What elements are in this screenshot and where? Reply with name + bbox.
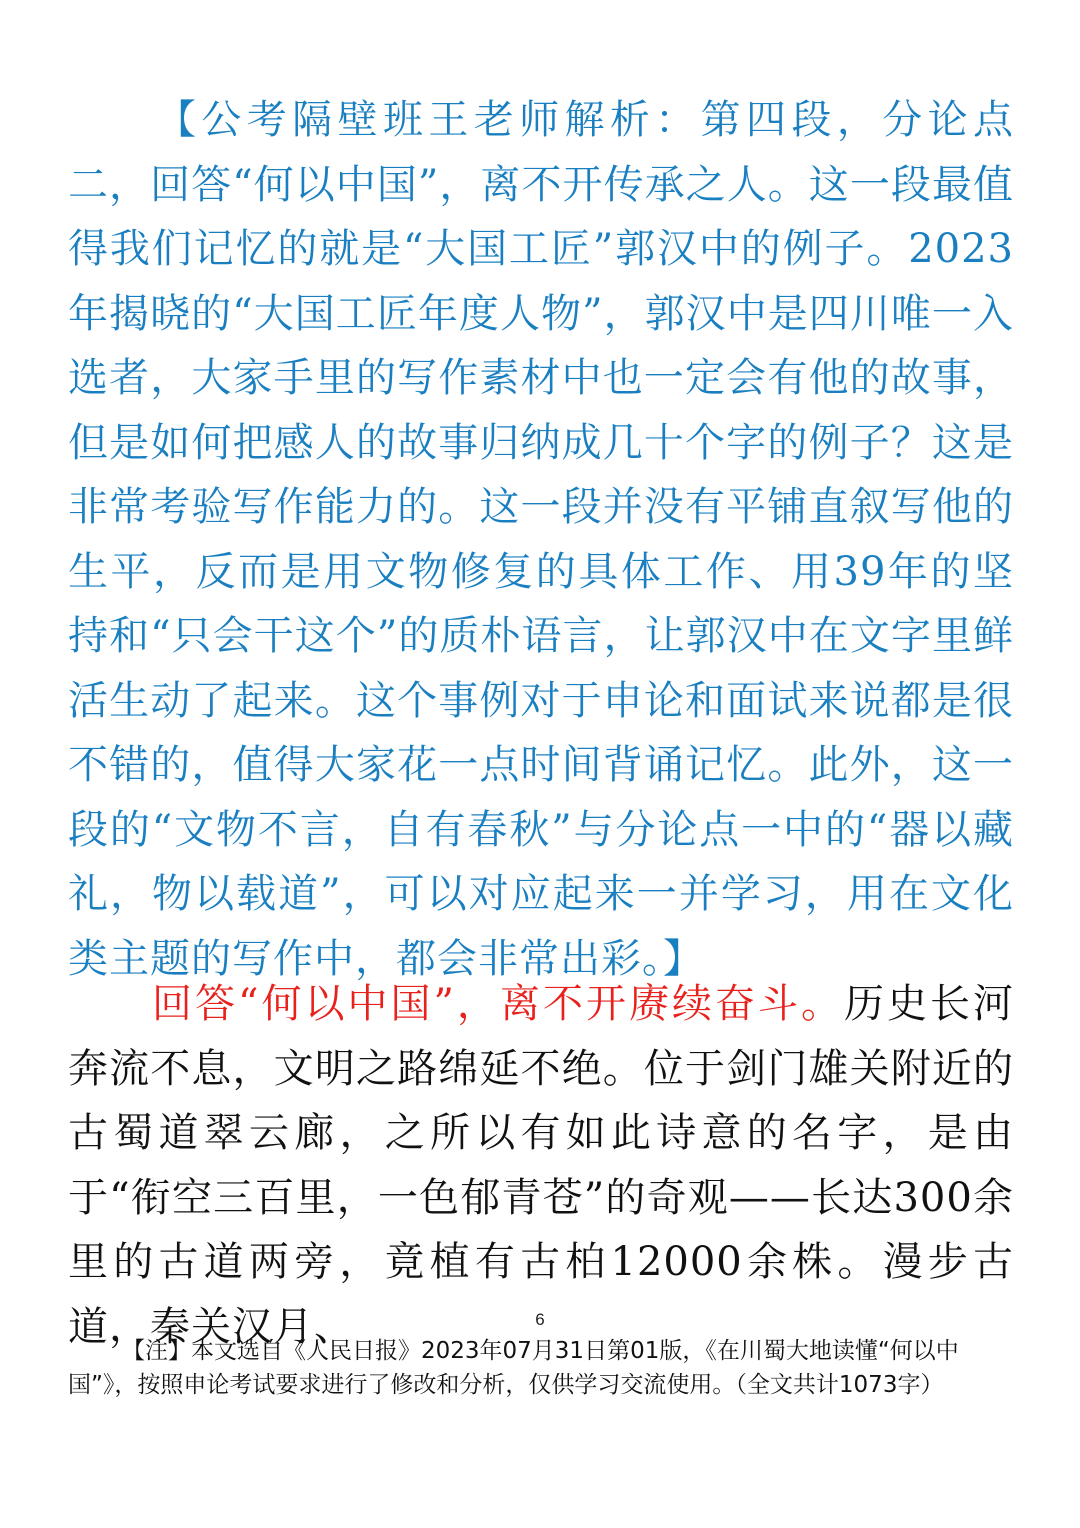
body-paragraph — [68, 972, 1014, 1359]
analysis-paragraph: 【公考隔壁班王老师解析：第四段，分论点二，回答“何以中国”，离不开传承之人。这一段最值得我们记忆的就是“大国工匠”郭汉中的例子。2023年揭晓的“大国工匠年度人物”，郭汉中是四川唯一入选者，大家手里的写作素材中也一定会有他的故事，但是如何把感人的故事归纳成几十个字的例子？这是非常考验写作能力的。这一段并没有平铺直叙写他的生平，反而是用文物修复的具体工作、用39年的坚持和“只会干这个”的质朴语言，让郭汉中在文字里鲜活生动了起来。这个事例对于申论和面试来说都是很不错的，值得大家花一点时间背诵记忆。此外，这一段的“文物不言，自有春秋”与分论点一中的“器以藏礼，物以载道”，可以对应起来一并学习，用在文化类主题的写作中，都会非常出彩。】 — [68, 97, 1014, 982]
body-text: 历史长河奔流不息，文明之路绵延不绝。位于剑门雄关附近的古蜀道翠云廊，之所以有如此诗意的名字，是由于“衔空三百里，一色郁青苍”的奇观——长达300余里的古道两旁，竟植有古柏12000余株。漫步古道，秦关汉月、 — [68, 981, 1014, 1350]
footnote: 【注】本文选自《人民日报》2023年07月31日第01版，《在川蜀大地读懂“何以中国”》，按照申论考试要求进行了修改和分析，仅供学习交流使用。（全文共计1073字） — [68, 1338, 959, 1398]
body-lead-sentence: 回答“何以中国”，离不开赓续奋斗。 — [152, 981, 844, 1027]
page-number: 6 — [535, 1310, 545, 1329]
